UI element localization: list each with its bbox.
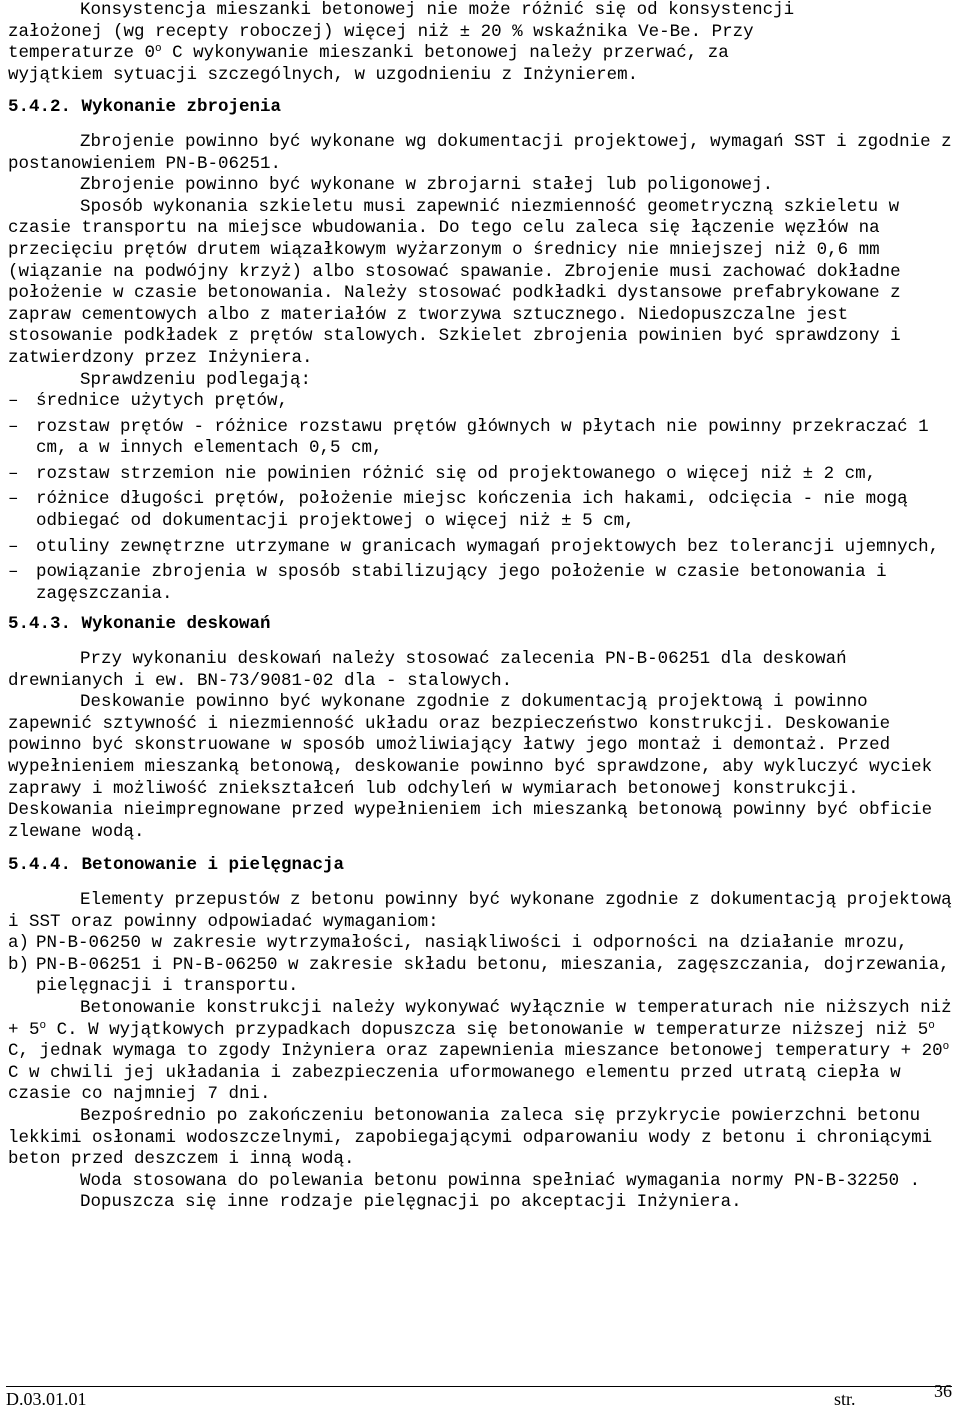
intro-text: temperaturze 0	[8, 43, 156, 64]
intro-text: C wykonywanie mieszanki betonowej należy przerwać, za	[161, 43, 729, 64]
dash-marker: –	[8, 416, 19, 437]
list-item-text: rozstaw strzemion nie powinien różnić się od projektowanego o więcej niż ± 2 cm,	[36, 463, 877, 484]
intro-paragraph	[8, 0, 958, 86]
paragraph: Dopuszcza się inne rodzaje pielęgnacji po akceptacji Inżyniera.	[80, 1192, 742, 1213]
intro-line: założonej (wg recepty roboczej) więcej niż ± 20 % wskaźnika Ve-Be. Przy	[8, 21, 754, 42]
paragraph-text: C. W wyjątkowych przypadkach dopuszcza się betonowanie w temperaturze niższej niż 5	[46, 1019, 929, 1040]
section-heading-5-4-2: 5.4.2. Wykonanie zbrojenia	[8, 97, 282, 118]
section-heading-5-4-3: 5.4.3. Wykonanie deskowań	[8, 614, 271, 635]
dash-marker: –	[8, 463, 19, 484]
paragraph: Deskowanie powinno być wykonane zgodnie z dokumentacją projektową i powinno zapewnić sztywność i niezmienność układu oraz bezpieczeństwo konstrukcji. Deskowanie powinno być skonstruowane w sposób umożliwiający łatwy jego montaż i demontaż. Przed wypełnieniem mieszanką betonową, deskowanie powinno być sprawdzone, aby wykluczyć wyciek zaprawy i możliwość zniekształceń lub odchyleń w wymiarach betonowej konstrukcji. Deskowania nieimpregnowane przed wypełnieniem ich mieszanką betonową powinny być obficie zlewane wodą.	[8, 692, 933, 842]
check-list	[8, 391, 958, 605]
dash-marker: –	[8, 489, 19, 510]
dash-marker: –	[8, 562, 19, 583]
list-item-text: rozstaw prętów - różnice rozstawu prętów głównych w płytach nie powinny przekraczać 1 cm, a w innych elementach 0,5 cm,	[36, 416, 929, 459]
list-item-text: średnice użytych prętów,	[36, 391, 289, 412]
list-item	[8, 562, 958, 605]
paragraph: Sprawdzeniu podlegają:	[80, 369, 312, 390]
paragraph: Sposób wykonania szkieletu musi zapewnić niezmienność geometryczną szkieletu w czasie transportu na miejsce wbudowania. Do tego celu zaleca się łączenie węzłów na przecięciu prętów drutem wiązałkowym wyżarzonym o średnicy nie mniejszej niż 0,6 mm (wiązanie na podwójny krzyż) albo stosować spawanie. Zbrojenie musi zachować dokładne położenie w czasie betonowania. Należy stosować podkładki dystansowe prefabrykowane z zapraw cementowych albo z materiałów z tworzywa sztucznego. Niedopuszczalne jest stosowanie podkładek z prętów stalowych. Szkielet zbrojenia powinien być sprawdzony i zatwierdzony przez Inżyniera.	[8, 196, 901, 368]
degree-sign: o	[155, 43, 162, 56]
intro-line: Konsystencja mieszanki betonowej nie może różnić się od konsystencji	[80, 0, 795, 20]
intro-line	[8, 43, 958, 65]
paragraph: Zbrojenie powinno być wykonane w zbrojarni stałej lub poligonowej.	[80, 175, 774, 196]
list-item-text: różnice długości prętów, położenie miejsc kończenia ich hakami, odcięcia - nie mogą odbiegać od dokumentacji projektowej o więcej niż ± 5 cm,	[36, 489, 908, 532]
paragraph-text: Betonowanie konstrukcji należy wykonywać wyłącznie w temperaturach nie niższych niż + 5	[8, 997, 952, 1040]
list-item-text: PN-B-06250 w zakresie wytrzymałości, nasiąkliwości i odporności na działanie mrozu,	[36, 933, 908, 954]
page-number: 36	[934, 1381, 952, 1401]
page-label: str.	[834, 1389, 856, 1409]
section-heading-5-4-4: 5.4.4. Betonowanie i pielęgnacja	[8, 855, 345, 876]
degree-sign: o	[942, 1041, 950, 1054]
list-marker: a)	[8, 933, 30, 954]
requirements-list	[8, 933, 958, 998]
list-item	[8, 464, 958, 486]
list-item	[8, 955, 958, 998]
paragraph: Przy wykonaniu deskowań należy stosować zalecenia PN-B-06251 dla deskowań drewnianych i ew. BN-73/9081-02 dla - stalowych.	[8, 649, 847, 691]
paragraph-text: C, jednak wymaga to zgody Inżyniera oraz zapewnienia mieszance betonowej temperatury + 20	[8, 1041, 943, 1062]
page-footer	[6, 1381, 952, 1409]
paragraph: Zbrojenie powinno być wykonane wg dokumentacji projektowej, wymagań SST i zgodnie z postanowieniem PN-B-06251.	[8, 131, 952, 174]
list-item-text: powiązanie zbrojenia w sposób stabilizujący jego położenie w czasie betonowania i zagęszczania.	[36, 562, 887, 604]
dash-marker: –	[8, 391, 19, 412]
list-item	[8, 537, 958, 559]
dash-marker: –	[8, 536, 19, 557]
paragraph: Woda stosowana do polewania betonu powinna spełniać wymagania normy PN-B-32250 .	[80, 1170, 921, 1191]
paragraph-text: C w chwili jej układania i zabezpieczenia uformowanego elementu przed utratą ciepła w czasie co najmniej 7 dni.	[8, 1062, 901, 1105]
list-item-text: PN-B-06251 i PN-B-06250 w zakresie składu betonu, mieszania, zagęszczania, dojrzewania, pielęgnacji i transportu.	[36, 954, 950, 997]
list-item	[8, 391, 958, 413]
paragraph: Bezpośrednio po zakończeniu betonowania zaleca się przykrycie powierzchni betonu lekkimi osłonami wodoszczelnymi, zapobiegającymi odparowaniu wody z betonu i chroniącymi beton przed deszczem i inną wodą.	[8, 1105, 933, 1170]
list-item	[8, 489, 958, 532]
intro-line: wyjątkiem sytuacji szczególnych, w uzgodnieniu z Inżynierem.	[8, 64, 639, 85]
list-item-text: otuliny zewnętrzne utrzymane w granicach wymagań projektowych bez tolerancji ujemnych,	[36, 536, 940, 557]
degree-sign: o	[39, 1019, 47, 1032]
degree-sign: o	[928, 1019, 935, 1032]
list-item	[8, 933, 958, 955]
paragraph	[8, 998, 958, 1106]
list-marker: b)	[8, 954, 30, 975]
list-item	[8, 417, 958, 460]
document-content	[8, 0, 958, 1214]
paragraph: Elementy przepustów z betonu powinny być wykonane zgodnie z dokumentacją projektową i SST oraz powinny odpowiadać wymaganiom:	[8, 889, 952, 932]
document-code: D.03.01.01	[6, 1389, 87, 1409]
